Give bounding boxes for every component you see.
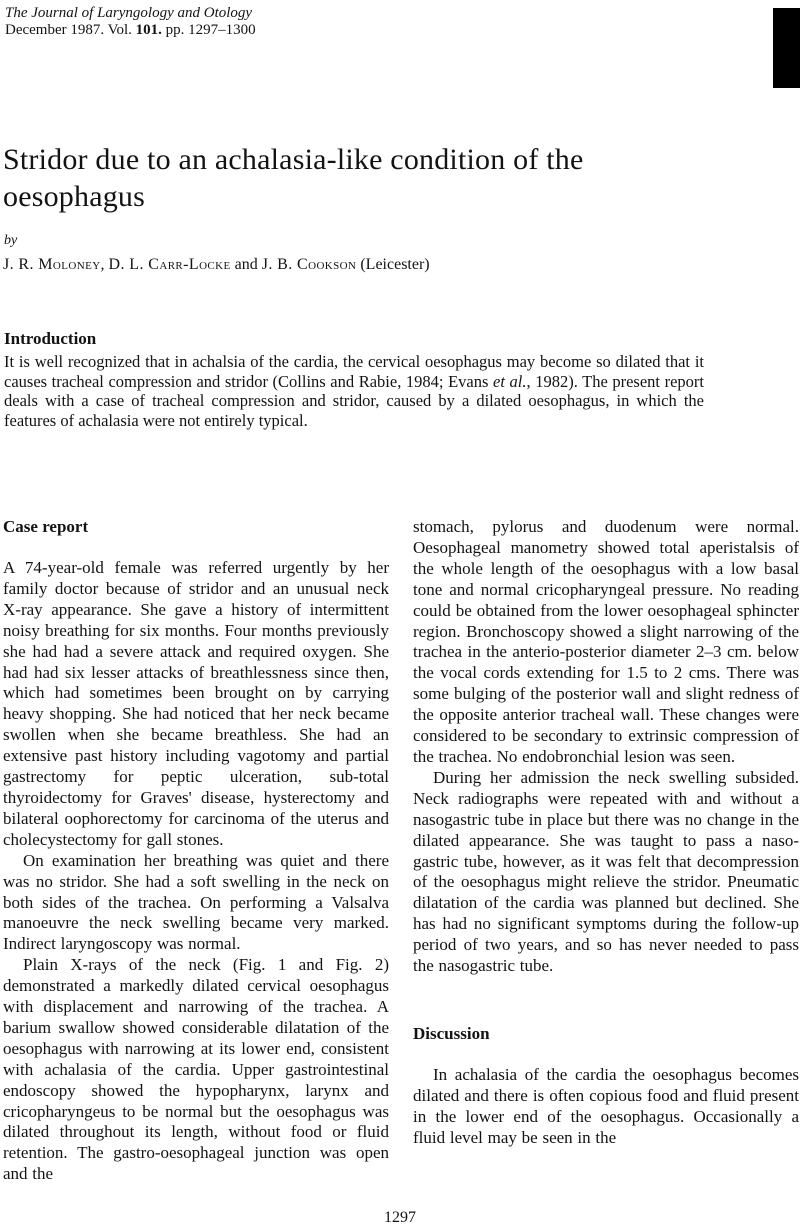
article-title: Stridor due to an achalasia-like condition of the oesophagus xyxy=(3,143,584,213)
case-report-left-text xyxy=(3,558,389,1185)
text-segment: D. L. Carr-Locke xyxy=(108,256,231,273)
discussion-text xyxy=(413,1065,799,1149)
page-header xyxy=(5,5,256,38)
introduction-paragraph xyxy=(4,352,704,430)
byline: by xyxy=(4,233,18,248)
paragraph: In achalasia of the cardia the oesophagus becomes dilated and there is often copious food and fluid present in the lower end of the oesophagus. Occasionally a fluid level may be seen in the xyxy=(413,1064,799,1147)
case-report-right-text xyxy=(413,517,799,977)
page-number: 1297 xyxy=(384,1209,416,1226)
case-report-heading: Case report xyxy=(3,517,89,536)
discussion-heading: Discussion xyxy=(413,1023,490,1043)
right-column xyxy=(413,517,799,1185)
text-segment: December 1987. Vol. xyxy=(5,21,136,38)
author-line xyxy=(3,256,430,274)
text-segment: pp. 1297–1300 xyxy=(161,21,256,38)
text-segment: J. B. Cookson xyxy=(261,256,357,273)
text-segment: et al. xyxy=(493,371,527,391)
paragraph: Plain X-rays of the neck (Fig. 1 and Fig. 2) demonstrated a markedly dilated cervical oesophagus with displacement and narrowing of the trachea. A barium swallow showed considerable dilatation of the oesophagus with narrowing at its lower end, consistent with achalasia of the cardia. Upper gastrointestinal endoscopy showed the hypopharynx, larynx and cricopharyngeus to be normal but the oesophagus was dilated throughout its length, without food or fluid retention. The gastro-oesophageal junction was open and the xyxy=(3,955,389,1184)
two-column-body xyxy=(3,517,799,1185)
paragraph: During her admission the neck swelling subsided. Neck radiographs were repeated with and without a nasogastric tube in place but there was no change in the dilated appearance. She was taught to pass a naso-gastric tube, however, as it was felt that decompression of the oesophagus might relieve the stridor. Pneumatic dilatation of the cardia was planned but declined. She has had no significant symptoms during the follow-up period of two years, and so has never needed to pass the nasogastric tube. xyxy=(413,767,799,976)
text-segment: and xyxy=(230,256,262,273)
text-segment: J. R. Moloney xyxy=(3,256,101,273)
paragraph: A 74-year-old female was referred urgently by her family doctor because of stridor and an unusual neck X-ray appearance. She gave a history of intermittent noisy breathing for six months. Four months previously she had had a severe attack and required oxygen. She had had six lesser attacks of breathlessness since then, which had sometimes been brought on by carrying heavy shopping. She had noticed that her neck became swollen when she became breathless. She had an extensive past history including vagotomy and partial gastrectomy for peptic ulceration, sub-total thyroidectomy for Graves' disease, hysterectomy and bilateral oophorectomy for carcinoma of the uterus and cholecystectomy for gall stones. xyxy=(3,558,389,849)
issue-line xyxy=(5,22,256,39)
text-segment: (Leicester) xyxy=(356,256,430,273)
paragraph: stomach, pylorus and duodenum were normal. Oesophageal manometry showed total aperistalsis of the whole length of the oesophagus with a low basal tone and normal cricopharyngeal pressure. No reading could be obtained from the lower oesophageal sphincter region. Bronchoscopy showed a slight narrowing of the trachea in the anterio-posterior diameter 2–3 cm. below the vocal cords extending for 1.5 to 2 cms. There was some bulging of the posterior wall and slight redness of the opposite anterior tracheal wall. These changes were considered to be secondary to extrinsic compression of the trachea. No endobronchial lesion was seen. xyxy=(413,517,799,766)
text-segment: 101. xyxy=(135,21,162,38)
text-segment: It is well recognized that in achalsia of the cardia, the cervical oesophagus may become so dilated that it causes tracheal compression and stridor (Collins and Rabie, 1984; Evans xyxy=(4,352,704,391)
introduction-heading: Introduction xyxy=(4,329,97,348)
text-segment: , xyxy=(100,256,109,273)
text-segment: , 1982). The present report deals with a case of tracheal compression and stridor, caused by a dilated oesophagus, in which the features of achalasia were not entirely typical. xyxy=(4,371,704,430)
paragraph: On examination her breathing was quiet and there was no stridor. She had a soft swelling in the neck on both sides of the trachea. On performing a Valsalva manoeuvre the neck swelling became very marked. Indirect laryngoscopy was normal. xyxy=(3,850,389,954)
left-column xyxy=(3,517,389,1185)
scan-artifact-black-box xyxy=(773,8,800,88)
journal-name: The Journal of Laryngology and Otology xyxy=(5,5,253,21)
